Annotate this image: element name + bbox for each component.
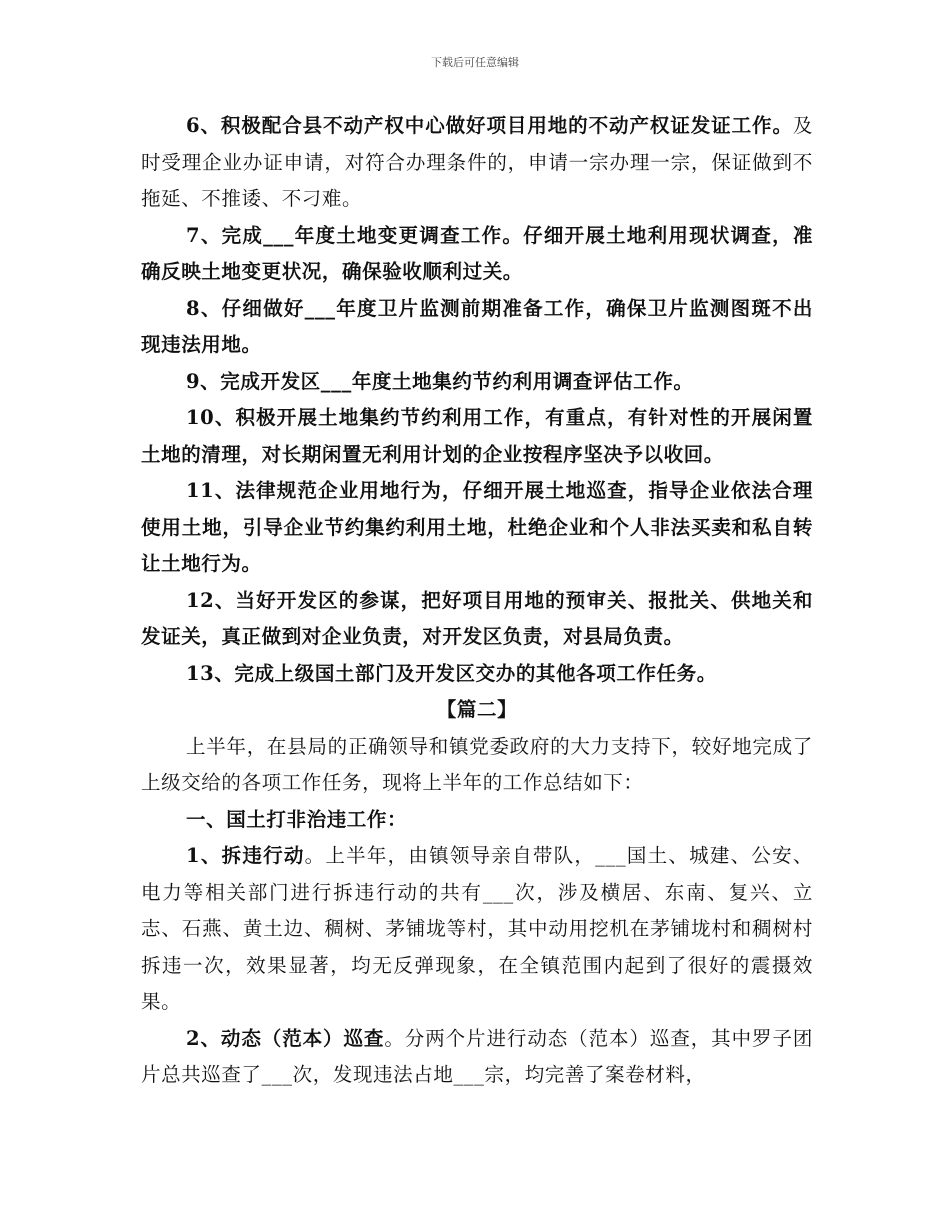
paragraph: 1、拆违行动。上半年，由镇领导亲自带队，___国土、城建、公安、电力等相关部门进行拆违行动的共有___次，涉及横居、东南、复兴、立志、石燕、黄土边、稠树、茅铺垅等村，其中动用挖机在茅铺垅村和稠树村拆违一次，效果显著，均无反弹现象，在全镇范围内起到了很好的震摄效果。	[141, 844, 813, 1013]
page-header: 下载后可任意编辑	[431, 56, 519, 69]
list-item: 6、积极配合县不动产权中心做好项目用地的不动产权证发证工作。及时受理企业办证申请，对符合办理条件的，申请一宗办理一宗，保证做到不拖延、不推诿、不刁难。	[141, 114, 813, 210]
intro-paragraph: 上半年，在县局的正确领导和镇党委政府的大力支持下，较好地完成了上级交给的各项工作任务，现将上半年的工作总结如下：	[141, 734, 813, 794]
section-heading: 一、国土打非治违工作：	[186, 807, 408, 831]
paragraph: 2、动态（范本）巡查。分两个片进行动态（范本）巡查，其中罗子团片总共巡查了___次，发现违法占地___宗，均完善了案卷材料，	[141, 1026, 813, 1086]
list-item: 11、法律规范企业用地行为，仔细开展土地巡查，指导企业依法合理使用土地，引导企业节约集约利用土地，杜绝企业和个人非法买卖和私自转让土地行为。	[141, 479, 813, 575]
list-item: 7、完成___年度土地变更调查工作。仔细开展土地利用现状调查，准确反映土地变更状况，确保验收顺利过关。	[141, 223, 813, 283]
list-item: 8、仔细做好___年度卫片监测前期准备工作，确保卫片监测图斑不出现违法用地。	[141, 296, 813, 356]
document-body	[141, 108, 813, 1094]
list-item: 12、当好开发区的参谋，把好项目用地的预审关、报批关、供地关和发证关，真正做到对企业负责，对开发区负责，对县局负责。	[141, 588, 813, 648]
list-item: 10、积极开展土地集约节约利用工作，有重点，有针对性的开展闲置土地的清理，对长期闲置无利用计划的企业按程序坚决予以收回。	[141, 406, 813, 466]
list-item: 13、完成上级国土部门及开发区交办的其他各项工作任务。	[186, 661, 717, 685]
list-item: 9、完成开发区___年度土地集约节约利用调查评估工作。	[186, 369, 694, 393]
section-title: 【篇二】	[436, 698, 518, 721]
